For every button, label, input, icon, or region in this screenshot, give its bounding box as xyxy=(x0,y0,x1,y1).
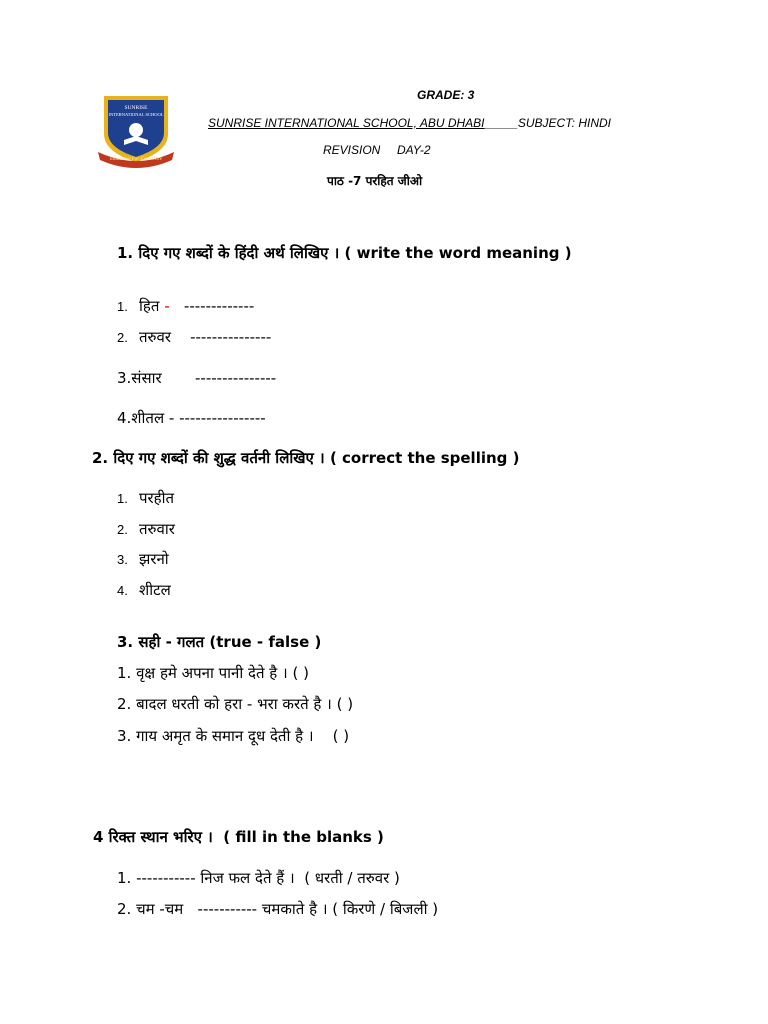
q2-item-1: 1. परहीत xyxy=(117,489,175,507)
q1-item-4: 4.शीतल - ---------------- xyxy=(117,409,266,427)
q2-item-4: 4. शीटल xyxy=(117,581,171,599)
subject-label: SUBJECT: HINDI xyxy=(517,116,611,130)
grade-label: GRADE: 3 xyxy=(417,88,475,102)
q2-item-2: 2. तरुवार xyxy=(117,520,175,538)
revision-label: REVISION DAY-2 xyxy=(323,143,431,157)
school-subject-line xyxy=(208,116,611,130)
svg-text:Education For Excellence: Education For Excellence xyxy=(109,157,163,162)
q3-item-3: 3. गाय अमृत के समान दूध देती है । ( ) xyxy=(117,727,350,745)
svg-text:INTERNATIONAL SCHOOL: INTERNATIONAL SCHOOL xyxy=(108,112,164,117)
school-logo xyxy=(94,90,178,168)
question-3-title: 3. सही - गलत (true - false ) xyxy=(117,633,322,651)
q4-item-1: 1. ----------- निज फल देते हैं । ( धरती / तरुवर ) xyxy=(117,869,400,887)
question-4-title: 4 रिक्त स्थान भरिए । ( fill in the blanks ) xyxy=(93,828,384,846)
q3-item-1: 1. वृक्ष हमे अपना पानी देते है । ( ) xyxy=(117,664,309,682)
header-gap: _____ xyxy=(484,116,518,130)
question-2-title: 2. दिए गए शब्दों की शुद्ध वर्तनी लिखिए । ( correct the spelling ) xyxy=(92,449,520,467)
q4-item-2: 2. चम -चम ----------- चमकाते है । ( किरणे / बिजली ) xyxy=(117,900,439,918)
lesson-title: पाठ -7 परहित जीओ xyxy=(327,174,423,188)
school-name: SUNRISE INTERNATIONAL SCHOOL, ABU DHABI xyxy=(208,116,485,130)
q1-item-3: 3.संसार --------------- xyxy=(117,369,277,387)
q1-item-2: 2. तरुवर --------------- xyxy=(117,328,272,346)
q2-item-3: 3. झरनो xyxy=(117,550,169,568)
svg-text:SUNRISE: SUNRISE xyxy=(124,105,148,111)
q3-item-2: 2. बादल धरती को हरा - भरा करते है । ( ) xyxy=(117,695,354,713)
question-1-title: 1. दिए गए शब्दों के हिंदी अर्थ लिखिए । ( write the word meaning ) xyxy=(117,244,572,262)
q1-item-1: 1. हित - ------------- xyxy=(117,297,255,315)
